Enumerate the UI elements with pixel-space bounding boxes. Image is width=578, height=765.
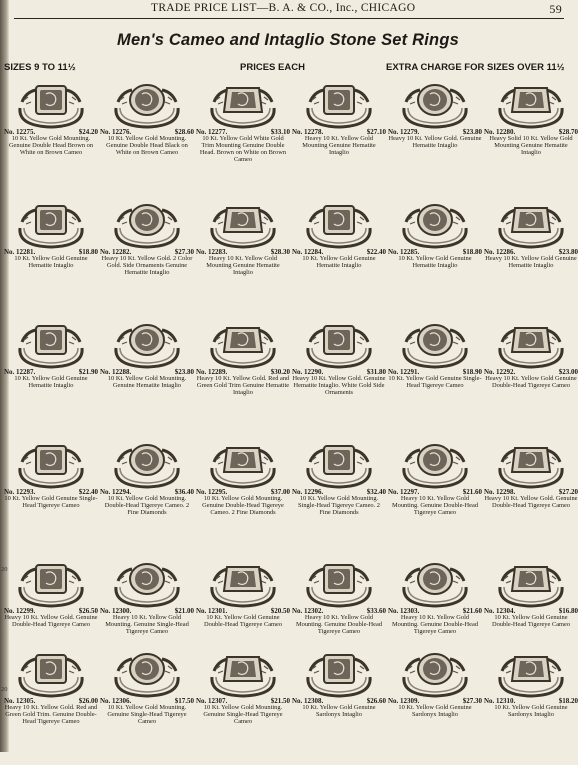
ring-number: No. 12280. [484, 128, 516, 136]
ring-caption [292, 368, 386, 397]
ring-price: $21.60 [462, 607, 482, 615]
ring-price: $27.30 [462, 697, 482, 705]
ring-price: $36.40 [174, 488, 194, 496]
ring-price: $23.80 [462, 128, 482, 136]
ring-description: 10 Kt. Yellow Gold Genuine Sardonyx Intaglio [494, 704, 568, 718]
ring-description: Heavy 10 Kt. Yellow Gold Mounting Genuine Hematite Intaglio [206, 255, 280, 276]
ring-number: No. 12303. [388, 607, 420, 615]
ring-caption [4, 128, 98, 157]
ring-number: No. 12292. [484, 368, 516, 376]
ring-listing [386, 647, 482, 765]
ring-price: $16.80 [558, 607, 578, 615]
ring-description: 10 Kt. Yellow Gold Mounting. Genuine Single-Head Tigereye Cameo [203, 704, 283, 725]
ring-listing [290, 198, 386, 316]
ring-listing [2, 198, 98, 316]
ring-price: $22.40 [78, 488, 98, 496]
ring-price: $22.40 [366, 248, 386, 256]
ring-price: $28.60 [174, 128, 194, 136]
ring-number: No. 12304. [484, 607, 516, 615]
ring-price: $37.00 [270, 488, 290, 496]
ring-number: No. 12306. [100, 697, 132, 705]
ring-description: 10 Kt. Yellow Gold Genuine Hematite Intaglio [302, 255, 376, 269]
ring-number: No. 12279. [388, 128, 420, 136]
ring-caption [100, 488, 194, 517]
ring-caption [196, 368, 290, 397]
ring-number: No. 12284. [292, 248, 324, 256]
ring-listing [98, 198, 194, 316]
ring-description: Heavy 10 Kt. Yellow Gold. Genuine Double-Head Tigereye Cameo [484, 495, 578, 509]
ring-description: 10 Kt. Yellow Gold Genuine Hematite Intaglio [14, 375, 88, 389]
running-title: TRADE PRICE LIST—B. A. & CO., Inc., CHICAGO [151, 2, 416, 14]
ring-caption [388, 128, 482, 150]
ring-listing [194, 78, 290, 196]
ring-caption [196, 488, 290, 517]
ring-price: $21.90 [78, 368, 98, 376]
ring-listing [2, 438, 98, 556]
ring-price: $17.50 [174, 697, 194, 705]
page-title: Men's Cameo and Intaglio Stone Set Rings [117, 31, 459, 49]
ring-listing [2, 647, 98, 765]
ring-caption [196, 248, 290, 277]
ring-number: No. 12300. [100, 607, 132, 615]
ring-number: No. 12308. [292, 697, 324, 705]
prices-subheading: PRICES EACH [240, 62, 305, 73]
ring-listing [2, 318, 98, 436]
ring-price: $26.50 [78, 607, 98, 615]
ring-description: 10 Kt. Yellow Gold Genuine Double-Head Tigereye Cameo [491, 614, 571, 628]
ring-number: No. 12288. [100, 368, 132, 376]
margin-mark: 20 [1, 566, 8, 573]
ring-number: No. 12310. [484, 697, 516, 705]
ring-price: $27.30 [174, 248, 194, 256]
ring-caption [388, 607, 482, 636]
ring-number: No. 12291. [388, 368, 420, 376]
ring-listing [290, 438, 386, 556]
ring-caption [100, 368, 194, 390]
ring-listing [386, 78, 482, 196]
ring-caption [100, 607, 194, 636]
ring-price: $18.80 [78, 248, 98, 256]
ring-caption [484, 128, 578, 157]
ring-price: $21.50 [270, 697, 290, 705]
ring-caption [292, 697, 386, 719]
extra-charge-subheading: EXTRA CHARGE FOR SIZES OVER 11½ [386, 62, 565, 73]
ring-caption [292, 488, 386, 517]
ring-price: $26.60 [366, 697, 386, 705]
ring-listing [482, 78, 578, 196]
ring-description: 10 Kt. Yellow Gold Genuine Single-Head Tigereye Cameo [4, 495, 98, 509]
ring-description: 10 Kt. Yellow Gold Genuine Hematite Intaglio [398, 255, 472, 269]
ring-caption [484, 697, 578, 719]
ring-price: $18.20 [558, 697, 578, 705]
ring-description: 10 Kt. Yellow Gold Mounting. Genuine Single-Head Tigereye Cameo [107, 704, 187, 725]
ring-number: No. 12277. [196, 128, 228, 136]
ring-caption [484, 607, 578, 629]
ring-caption [100, 128, 194, 157]
ring-number: No. 12309. [388, 697, 420, 705]
ring-caption [388, 368, 482, 390]
ring-number: No. 12290. [292, 368, 324, 376]
ring-description: Heavy 10 Kt. Yellow Gold Mounting. Genuine Double-Head Tigereye Cameo [391, 614, 479, 635]
ring-caption [388, 488, 482, 517]
ring-listing [482, 438, 578, 556]
ring-description: Heavy 10 Kt. Yellow Gold. Genuine Hematite Intaglio [388, 135, 482, 149]
page-number: 59 [549, 2, 562, 16]
ring-listing [290, 78, 386, 196]
ring-caption [388, 697, 482, 719]
ring-listing [98, 647, 194, 765]
ring-price: $18.80 [462, 248, 482, 256]
ring-caption [484, 488, 578, 510]
ring-description: Heavy 10 Kt. Yellow Gold Mounting. Genuine Double-Head Tigereye Cameo [391, 495, 479, 516]
ring-description: Heavy 10 Kt. Yellow Gold. Genuine Hematite Intaglio. White Gold Side Ornaments [292, 375, 386, 396]
ring-price: $27.10 [366, 128, 386, 136]
ring-caption [484, 248, 578, 270]
ring-price: $23.80 [558, 248, 578, 256]
ring-description: Heavy 10 Kt. Yellow Gold Genuine Double-Head Tigereye Cameo [485, 375, 577, 389]
ring-description: 10 Kt. Yellow Gold Mounting. Single-Head Tigereye Cameo. 2 Fine Diamonds [298, 495, 380, 516]
ring-number: No. 12285. [388, 248, 420, 256]
ring-price: $18.90 [462, 368, 482, 376]
ring-caption [100, 697, 194, 726]
ring-caption [196, 128, 290, 164]
ring-description: Heavy 10 Kt. Yellow Gold. Red and Green Gold Trim. Genuine Double-Head Tigereye Cameo [4, 704, 98, 725]
ring-number: No. 12286. [484, 248, 516, 256]
ring-price: $20.50 [270, 607, 290, 615]
ring-number: No. 12283. [196, 248, 228, 256]
ring-caption [4, 607, 98, 629]
ring-description: 10 Kt. Yellow Gold Genuine Hematite Intaglio [14, 255, 88, 269]
ring-listing [482, 198, 578, 316]
ring-description: 10 Kt. Yellow Gold Genuine Double-Head Tigereye Cameo [203, 614, 283, 628]
ring-description: Heavy 10 Kt. Yellow Gold Mounting Genuine Hematite Intaglio [302, 135, 376, 156]
ring-price: $23.80 [174, 368, 194, 376]
ring-price: $24.20 [78, 128, 98, 136]
ring-description: 10 Kt. Yellow Gold Genuine Sardonyx Intaglio [302, 704, 376, 718]
ring-listing [2, 78, 98, 196]
ring-listing [386, 438, 482, 556]
margin-mark: 20 [1, 686, 8, 693]
ring-number: No. 12302. [292, 607, 324, 615]
ring-number: No. 12281. [4, 248, 36, 256]
ring-description: 10 Kt. Yellow Gold Mounting. Genuine Double Head Brown on White on Brown Cameo [8, 135, 94, 156]
ring-price: $28.70 [558, 128, 578, 136]
ring-description: Heavy 10 Kt. Yellow Gold. 2 Color Gold. Side Ornaments Genuine Hematite Intaglio [101, 255, 193, 276]
ring-description: Heavy Solid 10 Kt. Yellow Gold Mounting Genuine Hematite Intaglio [489, 135, 573, 156]
ring-price: $30.20 [270, 368, 290, 376]
ring-description: 10 Kt. Yellow Gold Genuine Sardonyx Intaglio [398, 704, 472, 718]
ring-description: Heavy 10 Kt. Yellow Gold. Genuine Double-Head Tigereye Cameo [4, 614, 98, 628]
ring-listing [98, 438, 194, 556]
ring-price: $21.60 [462, 488, 482, 496]
ring-price: $23.00 [558, 368, 578, 376]
ring-description: 10 Kt. Yellow Gold Genuine Single-Head Tigereye Cameo [388, 375, 482, 389]
ring-caption [484, 368, 578, 390]
ring-listing [194, 198, 290, 316]
ring-caption [388, 248, 482, 270]
ring-listing [482, 647, 578, 765]
ring-number: No. 12294. [100, 488, 132, 496]
ring-price: $33.60 [366, 607, 386, 615]
ring-listing [290, 647, 386, 765]
ring-description: 10 Kt. Yellow Gold Mounting. Genuine Double-Head Tigereye Cameo. 2 Fine Diamonds [202, 495, 284, 516]
ring-description: Heavy 10 Kt. Yellow Gold Mounting. Genuine Single-Head Tigereye Cameo [105, 614, 189, 635]
ring-caption [292, 607, 386, 636]
ring-caption [292, 128, 386, 157]
ring-number: No. 12282. [100, 248, 132, 256]
ring-price: $26.00 [78, 697, 98, 705]
ring-price: $21.00 [174, 607, 194, 615]
ring-description: 10 Kt. Yellow Gold Mounting. Double-Head Tigereye Cameo. 2 Fine Diamonds [104, 495, 190, 516]
ring-number: No. 12305. [4, 697, 36, 705]
ring-caption [4, 368, 98, 390]
ring-caption [196, 697, 290, 726]
ring-listing [98, 318, 194, 436]
ring-number: No. 12289. [196, 368, 228, 376]
ring-number: No. 12275. [4, 128, 36, 136]
ring-price: $31.80 [366, 368, 386, 376]
ring-number: No. 12295. [196, 488, 228, 496]
ring-number: No. 12276. [100, 128, 132, 136]
ring-listing [290, 318, 386, 436]
ring-caption [4, 697, 98, 726]
ring-caption [4, 488, 98, 510]
ring-price: $32.40 [366, 488, 386, 496]
ring-number: No. 12299. [4, 607, 36, 615]
ring-description: 10 Kt. Yellow Gold White Gold Trim Mounting Genuine Double Head. Brown on White on Brown Cameo [199, 135, 287, 163]
ring-price: $33.10 [270, 128, 290, 136]
ring-number: No. 12307. [196, 697, 228, 705]
ring-price: $28.30 [270, 248, 290, 256]
ring-caption [292, 248, 386, 270]
sizes-subheading: SIZES 9 TO 11½ [4, 62, 76, 73]
ring-price: $27.20 [558, 488, 578, 496]
ring-number: No. 12278. [292, 128, 324, 136]
ring-description: 10 Kt. Yellow Gold Mounting. Genuine Double Head Black on White on Brown Cameo [106, 135, 188, 156]
ring-description: Heavy 10 Kt. Yellow Gold Mounting. Genuine Double-Head Tigereye Cameo [295, 614, 383, 635]
ring-number: No. 12301. [196, 607, 228, 615]
ring-listing [194, 318, 290, 436]
ring-listing [386, 318, 482, 436]
ring-caption [4, 248, 98, 270]
ring-listing [194, 438, 290, 556]
ring-number: No. 12287. [4, 368, 36, 376]
ring-number: No. 12297. [388, 488, 420, 496]
ring-number: No. 12296. [292, 488, 324, 496]
ring-number: No. 12293. [4, 488, 36, 496]
ring-listing [194, 647, 290, 765]
ring-listing [482, 318, 578, 436]
ring-description: 10 Kt. Yellow Gold Mounting. Genuine Hematite Intaglio [107, 375, 187, 389]
ring-description: Heavy 10 Kt. Yellow Gold. Red and Green Gold Trim Genuine Hematite Intaglio [196, 375, 290, 396]
ring-caption [100, 248, 194, 277]
ring-description: Heavy 10 Kt. Yellow Gold Genuine Hematite Intaglio [485, 255, 577, 269]
ring-listing [386, 198, 482, 316]
ring-listing [98, 78, 194, 196]
ring-caption [196, 607, 290, 629]
ring-number: No. 12298. [484, 488, 516, 496]
